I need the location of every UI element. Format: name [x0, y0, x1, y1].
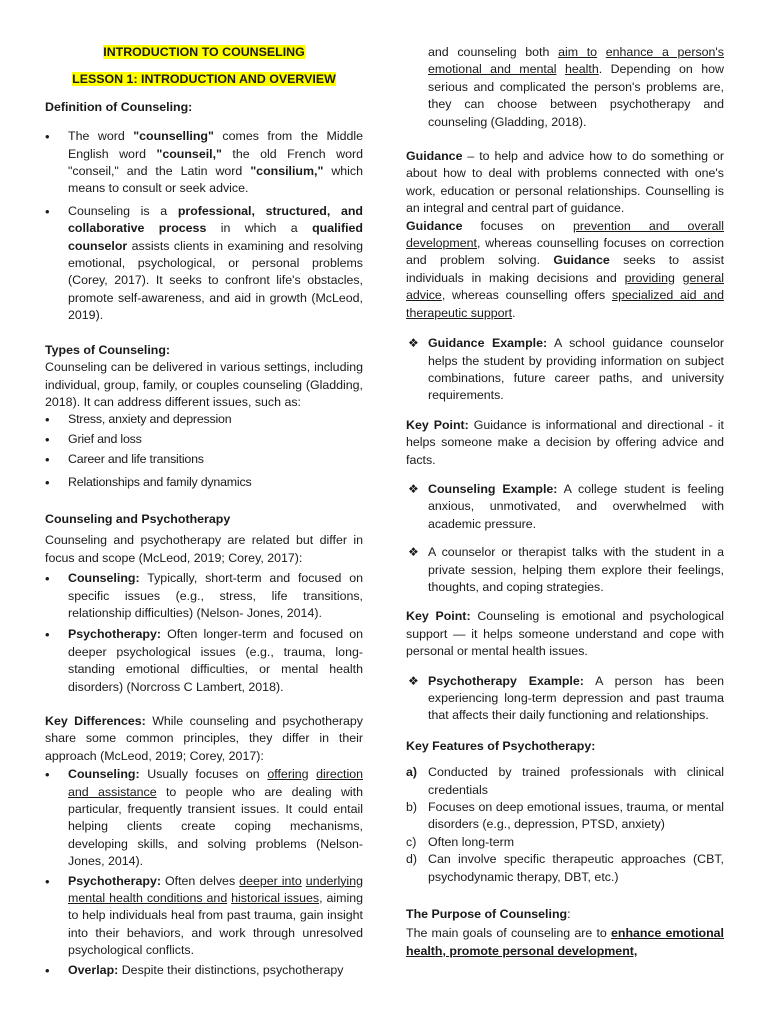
- key-feature-a: a) Conducted by trained professionals with clinical credentials: [406, 765, 724, 797]
- types-intro: Counseling can be delivered in various settings, including individual, group, family, or couples counseling (Gladding, 2018). It can address different issues, such as:: [45, 360, 363, 409]
- kd-overlap-item: • Overlap: Despite their distinctions, psychotherapy: [45, 962, 363, 979]
- psychotherapy-example: ❖ Psychotherapy Example: A person has been experiencing long-term depression and past trauma that affects their daily functioning and relationships.: [406, 673, 724, 725]
- types-item-1: • Stress, anxiety and depression: [45, 411, 363, 428]
- types-heading: Types of Counseling:: [45, 342, 171, 357]
- kd-psychotherapy-item: • Psychotherapy: Often delves deeper into underlying mental health conditions and historical issues, aiming to help individuals heal from past trauma, gain insight into their behaviors, and work through unresolved psychological conflicts.: [45, 873, 363, 960]
- key-feature-d: d) Can involve specific therapeutic approaches (CBT, psychodynamic therapy, DBT, etc.): [406, 852, 724, 884]
- definition-bullet-1: • The word "counselling" comes from the Middle English word "counseil," the old French word "conseil," and the Latin word "consilium," which means to consult or seek advice.: [45, 128, 363, 198]
- guidance-definition: Guidance – to help and advice how to do something or about how to deal with problems connected with one's work, education or personal relationships. Counselling is an integral and central part of guidance.: [406, 149, 724, 216]
- purpose-text: The main goals of counseling are to enhance emotional health, promote personal development,: [406, 926, 724, 958]
- guidance-comparison: Guidance focuses on prevention and overall development, whereas counselling focuses on correction and problem solving. Guidance seeks to assist individuals in making decisions and providing general advice, whereas counselling offers specialized aid and therapeutic support.: [406, 218, 725, 320]
- key-point-guidance: Key Point: Guidance is informational and directional - it helps someone make a decision by offering advice and facts.: [406, 417, 724, 467]
- cp-psychotherapy-item: • Psychotherapy: Often longer-term and focused on deeper psychological issues (e.g., trauma, long-standing emotional difficulties, or mental health disorders) (Norcross C Lambert, 2018).: [45, 626, 363, 696]
- counseling-example: ❖ Counseling Example: A college student is feeling anxious, unmotivated, and overwhelmed with academic pressure.: [406, 481, 724, 533]
- key-feature-b: b) Focuses on deep emotional issues, trauma, or mental disorders (e.g., depression, PTSD, anxiety): [406, 800, 724, 832]
- overlap-continuation: and counseling both aim to enhance a person's emotional and mental health. Depending on how serious and complicated the person's problems are, they can choose between psychotherapy and counseling (Gladding, 2018).: [428, 45, 724, 129]
- types-item-4: • Relationships and family dynamics: [45, 474, 363, 491]
- key-differences: Key Differences: While counseling and psychotherapy share some common principles, they differ in their approach (McLeod, 2019; Corey, 2017):: [45, 714, 363, 763]
- definition-bullet-2: • Counseling is a professional, structured, and collaborative process in which a qualified counselor assists clients in examining and resolving emotional, psychological, or personal problems (Corey, 2017). It seeks to confront life's obstacles, promote self-awareness, and aid in growth (McLeod, 2019).: [45, 203, 363, 325]
- kd-counseling-item: • Counseling: Usually focuses on offering direction and assistance to people who are dealing with particular, frequently transient issues. It could entail helping clients create coping mechanisms, developing skills, and solving problems (Nelson-Jones, 2014).: [45, 766, 363, 870]
- counseling-example-2: ❖ A counselor or therapist talks with the student in a private session, helping them explore their feelings, thoughts, and coping strategies.: [406, 544, 724, 596]
- key-feature-c: c) Often long-term: [406, 834, 515, 849]
- purpose-heading: The Purpose of Counseling:: [406, 907, 571, 922]
- cp-intro: Counseling and psychotherapy are related but differ in focus and scope (McLeod, 2019; Corey, 2017):: [45, 533, 363, 565]
- cp-heading: Counseling and Psychotherapy: [45, 511, 231, 526]
- cp-counseling-item: • Counseling: Typically, short-term and focused on specific issues (e.g., stress, life transitions, relationship difficulties) (Nelson- Jones, 2014).: [45, 570, 363, 622]
- key-features-heading: Key Features of Psychotherapy:: [406, 738, 596, 753]
- document-title: INTRODUCTION TO COUNSELING: [103, 45, 305, 59]
- definition-heading: Definition of Counseling:: [45, 99, 193, 114]
- key-point-counseling: Key Point: Counseling is emotional and psychological support — it helps someone understand and cope with personal or mental health issues.: [406, 609, 724, 659]
- types-item-3: • Career and life transitions: [45, 451, 363, 468]
- left-column: [45, 0, 363, 979]
- types-item-2: • Grief and loss: [45, 431, 363, 448]
- guidance-example: ❖ Guidance Example: A school guidance counselor helps the student by providing information on subject combinations, future career paths, and university requirements.: [406, 335, 724, 405]
- right-column: [406, 0, 724, 960]
- lesson-title: LESSON 1: INTRODUCTION AND OVERVIEW: [72, 72, 336, 87]
